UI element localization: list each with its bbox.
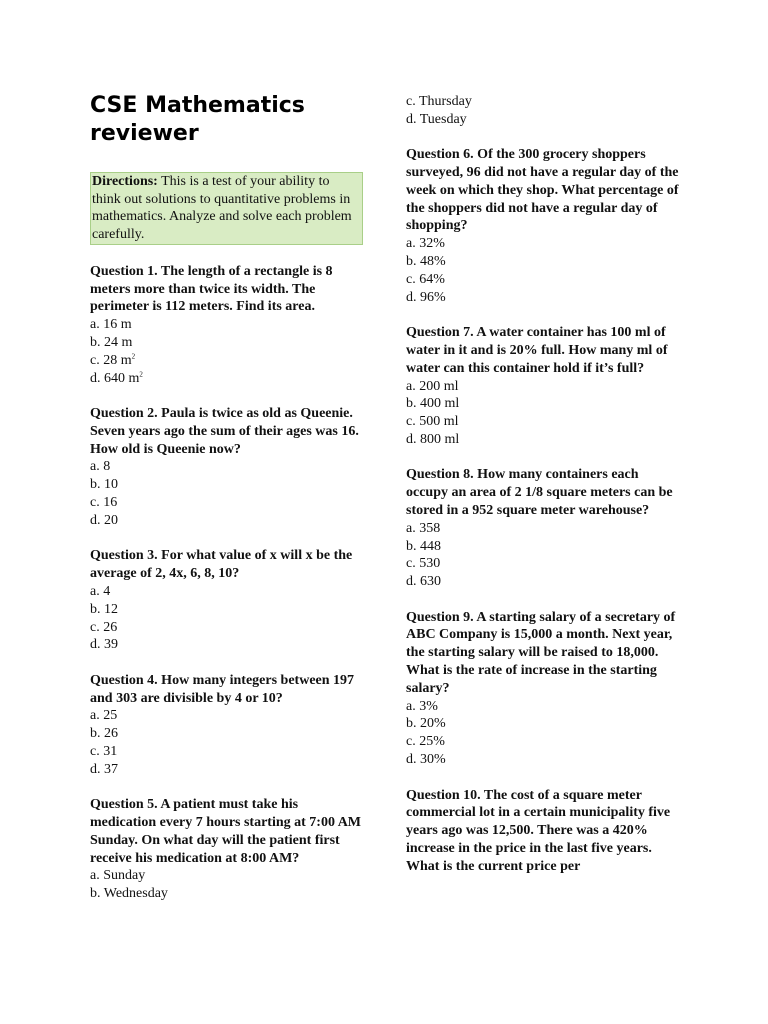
superscript: 2 [131, 352, 136, 361]
question-text: Question 5. A patient must take his medication every 7 hours starting at 7:00 AM Sunday. On what day will the patient first receive his medication at 8:00 AM? [90, 797, 362, 866]
option-a: a. 3% [406, 698, 438, 714]
question-text: Question 3. For what value of x will x be the average of 2, 4x, 6, 8, 10? [90, 548, 353, 582]
option-a: a. 25 [90, 708, 118, 724]
option-d: d. 30% [406, 752, 446, 768]
question-7 [406, 324, 681, 449]
option-b: b. 10 [90, 477, 118, 493]
question-text: Question 4. How many integers between 197 and 303 are divisible by 4 or 10? [90, 672, 355, 706]
option-d: d. 39 [90, 637, 118, 653]
option-c: c. 26 [90, 619, 118, 635]
option-c: c. 25% [406, 734, 445, 750]
option-d: d. 96% [406, 289, 446, 305]
question-text: Question 8. How many containers each occupy an area of 2 1/8 square meters can be stored in a 952 square meter warehouse? [406, 467, 673, 518]
option-a: a. 200 ml [406, 378, 459, 394]
option-c: c. 64% [406, 271, 445, 287]
option-a: a. 16 m [90, 317, 132, 333]
question-6 [406, 146, 681, 306]
question-9 [406, 609, 681, 769]
option-c [90, 352, 365, 370]
option-d: d. 20 [90, 512, 118, 528]
option-d [90, 370, 365, 388]
question-text: Question 7. A water container has 100 ml of water in it and is 20% full. How many ml of water can this container hold if it’s full? [406, 325, 668, 376]
option-d: d. Tuesday [406, 111, 467, 127]
question-3 [90, 547, 365, 654]
question-text: Question 6. Of the 300 grocery shoppers surveyed, 96 did not have a regular day of the week on which they shop. What percentage of the shoppers did not have a regular day of shopping? [406, 147, 679, 234]
option-b: b. 26 [90, 726, 118, 742]
option-a: a. 358 [406, 520, 441, 536]
option-text: d. 640 m [90, 370, 140, 386]
option-c: c. 530 [406, 556, 441, 572]
option-a: a. 8 [90, 459, 111, 475]
question-10 [406, 787, 681, 876]
directions-text: This is a test of your ability to think out solutions to quantitative problems in mathematics. Analyze and solve each problem carefully. [92, 174, 352, 243]
option-c: c. 16 [90, 495, 118, 511]
option-d: d. 630 [406, 574, 441, 590]
question-text: Question 10. The cost of a square meter commercial lot in a certain municipality five years ago was 12,500. There was a 420% increase in the price in the last five years. What is the current price per [406, 787, 671, 874]
question-4 [90, 672, 365, 779]
option-text: c. 28 m [90, 352, 132, 368]
option-b: b. 448 [406, 538, 441, 554]
option-b: b. 24 m [90, 335, 133, 350]
left-column [90, 92, 365, 921]
option-c: c. 31 [90, 744, 118, 759]
option-b: b. 48% [406, 254, 446, 270]
question-5-continued [406, 93, 681, 129]
option-d: d. 37 [90, 761, 118, 777]
option-a: a. 32% [406, 236, 445, 252]
question-text: Question 1. The length of a rectangle is 8 meters more than twice its width. The perimeter is 112 meters. Find its area. [90, 263, 333, 315]
question-8 [406, 466, 681, 591]
page-title: CSE Mathematics reviewer [90, 93, 305, 146]
option-a: a. Sunday [90, 868, 146, 884]
option-b: b. Wednesday [90, 886, 168, 902]
option-b: b. 400 ml [406, 396, 460, 412]
question-5 [90, 796, 365, 903]
question-1 [90, 263, 365, 388]
option-d: d. 800 ml [406, 431, 460, 447]
superscript: 2 [139, 369, 143, 378]
directions-label: Directions: [92, 174, 158, 189]
question-2 [90, 405, 365, 530]
question-text: Question 2. Paula is twice as old as Queenie. Seven years ago the sum of their ages was 16. How old is Queenie now? [90, 406, 359, 457]
option-b: b. 12 [90, 601, 118, 617]
option-b: b. 20% [406, 716, 446, 732]
directions-box [90, 172, 363, 245]
option-c: c. Thursday [406, 94, 472, 109]
option-a: a. 4 [90, 583, 111, 599]
question-text: Question 9. A starting salary of a secretary of ABC Company is 15,000 a month. Next year, the starting salary will be raised to 18,000. What is the rate of increase in the starting salary? [406, 609, 676, 696]
right-column [406, 93, 681, 893]
option-c: c. 500 ml [406, 414, 459, 430]
